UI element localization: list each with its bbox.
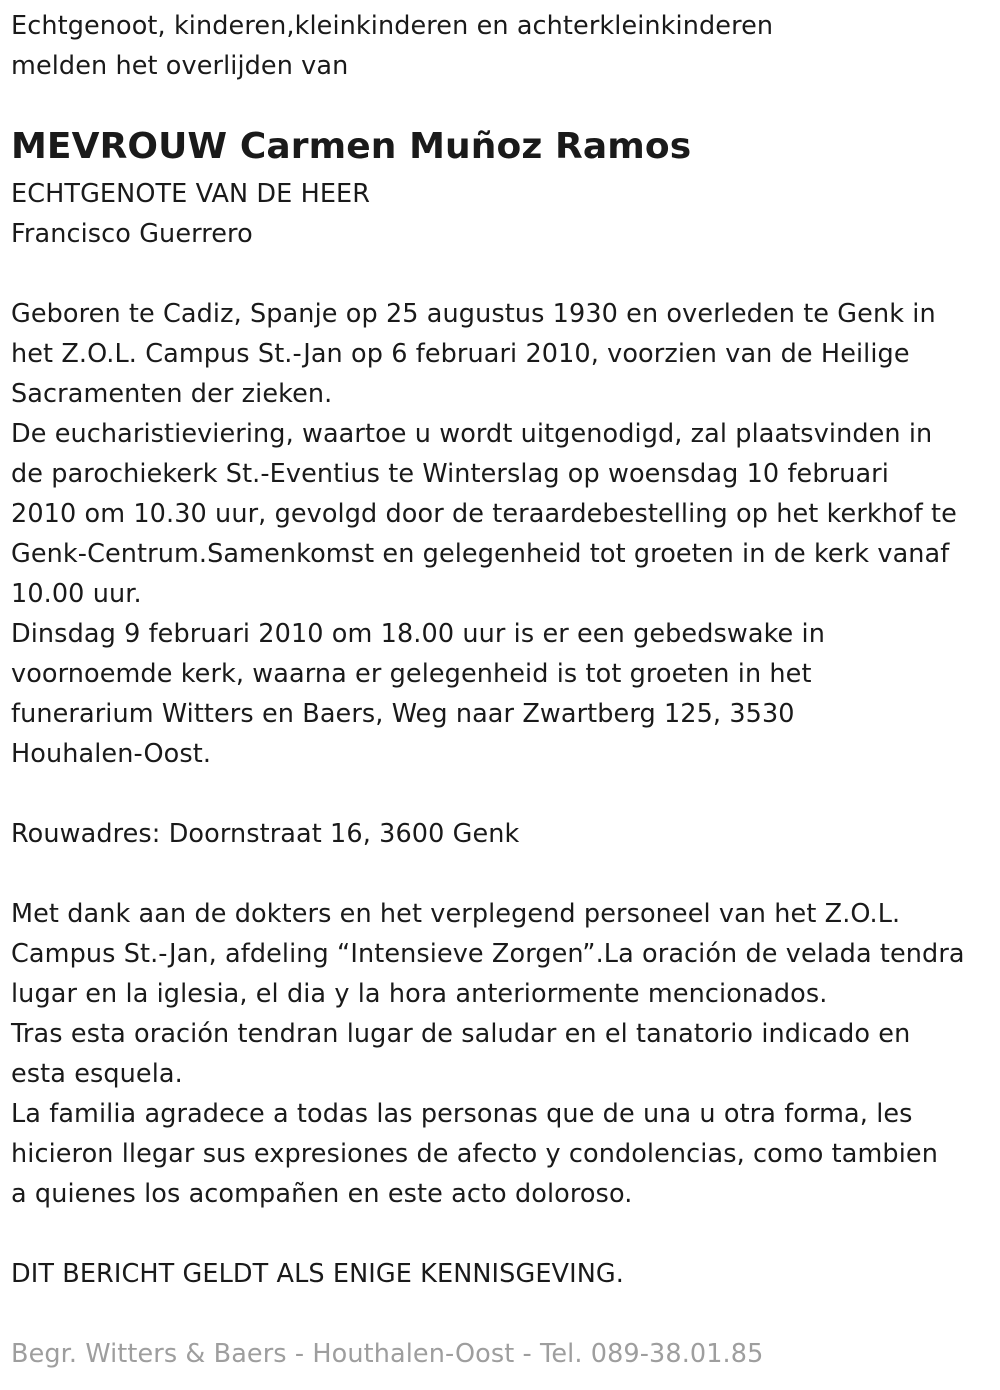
intro-line: Echtgenoot, kinderen,kleinkinderen en achterkleinkinderen	[11, 11, 774, 41]
ceremony-line: voornoemde kerk, waarna er gelegenheid is tot groeten in het	[11, 659, 812, 689]
spacer	[11, 774, 993, 814]
deceased-name: MEVROUW Carmen Muñoz Ramos	[11, 126, 692, 167]
intro-line: melden het overlijden van	[11, 51, 349, 81]
ceremony-line: Genk-Centrum.Samenkomst en gelegenheid tot groeten in de kerk vanaf	[11, 539, 950, 569]
thanks-line: Met dank aan de dokters en het verplegend personeel van het Z.O.L.	[11, 899, 901, 929]
ceremony-line: 10.00 uur.	[11, 579, 142, 609]
ceremony-line: funerarium Witters en Baers, Weg naar Zwartberg 125, 3530	[11, 699, 795, 729]
thanks-line: Campus St.-Jan, afdeling “Intensieve Zorgen”.La oración de velada tendra	[11, 939, 965, 969]
spacer	[11, 1294, 993, 1334]
thanks-line: esta esquela.	[11, 1059, 183, 1089]
intro-paragraph	[11, 6, 993, 86]
death-notice	[11, 6, 993, 1374]
ceremony-line: de parochiekerk St.-Eventius te Winterslag op woensdag 10 februari	[11, 459, 889, 489]
ceremony-line: Dinsdag 9 februari 2010 om 18.00 uur is er een gebedswake in	[11, 619, 825, 649]
spacer	[11, 86, 993, 122]
ceremony-line: het Z.O.L. Campus St.-Jan op 6 februari 2010, voorzien van de Heilige	[11, 339, 910, 369]
official-notice: DIT BERICHT GELDT ALS ENIGE KENNISGEVING.	[11, 1259, 624, 1289]
ceremony-line: De eucharistieviering, waartoe u wordt uitgenodigd, zal plaatsvinden in	[11, 419, 933, 449]
relation-line: ECHTGENOTE VAN DE HEER	[11, 179, 371, 209]
thanks-paragraph	[11, 894, 993, 1214]
spouse-name: Francisco Guerrero	[11, 219, 253, 249]
ceremony-line: Geboren te Cadiz, Spanje op 25 augustus 1930 en overleden te Genk in	[11, 299, 936, 329]
spacer	[11, 254, 993, 294]
thanks-line: La familia agradece a todas las personas que de una u otra forma, les	[11, 1099, 913, 1129]
ceremony-line: 2010 om 10.30 uur, gevolgd door de teraardebestelling op het kerkhof te	[11, 499, 957, 529]
ceremony-paragraph	[11, 294, 993, 774]
thanks-line: a quienes los acompañen en este acto doloroso.	[11, 1179, 633, 1209]
ceremony-line: Houhalen-Oost.	[11, 739, 212, 769]
mourning-address: Rouwadres: Doornstraat 16, 3600 Genk	[11, 819, 520, 849]
thanks-line: Tras esta oración tendran lugar de saludar en el tanatorio indicado en	[11, 1019, 911, 1049]
funeral-home-footer: Begr. Witters & Baers - Houthalen-Oost - Tel. 089-38.01.85	[11, 1339, 764, 1369]
spacer	[11, 854, 993, 894]
thanks-line: lugar en la iglesia, el dia y la hora anteriormente mencionados.	[11, 979, 828, 1009]
spacer	[11, 1214, 993, 1254]
thanks-line: hicieron llegar sus expresiones de afecto y condolencias, como tambien	[11, 1139, 938, 1169]
ceremony-line: Sacramenten der zieken.	[11, 379, 333, 409]
